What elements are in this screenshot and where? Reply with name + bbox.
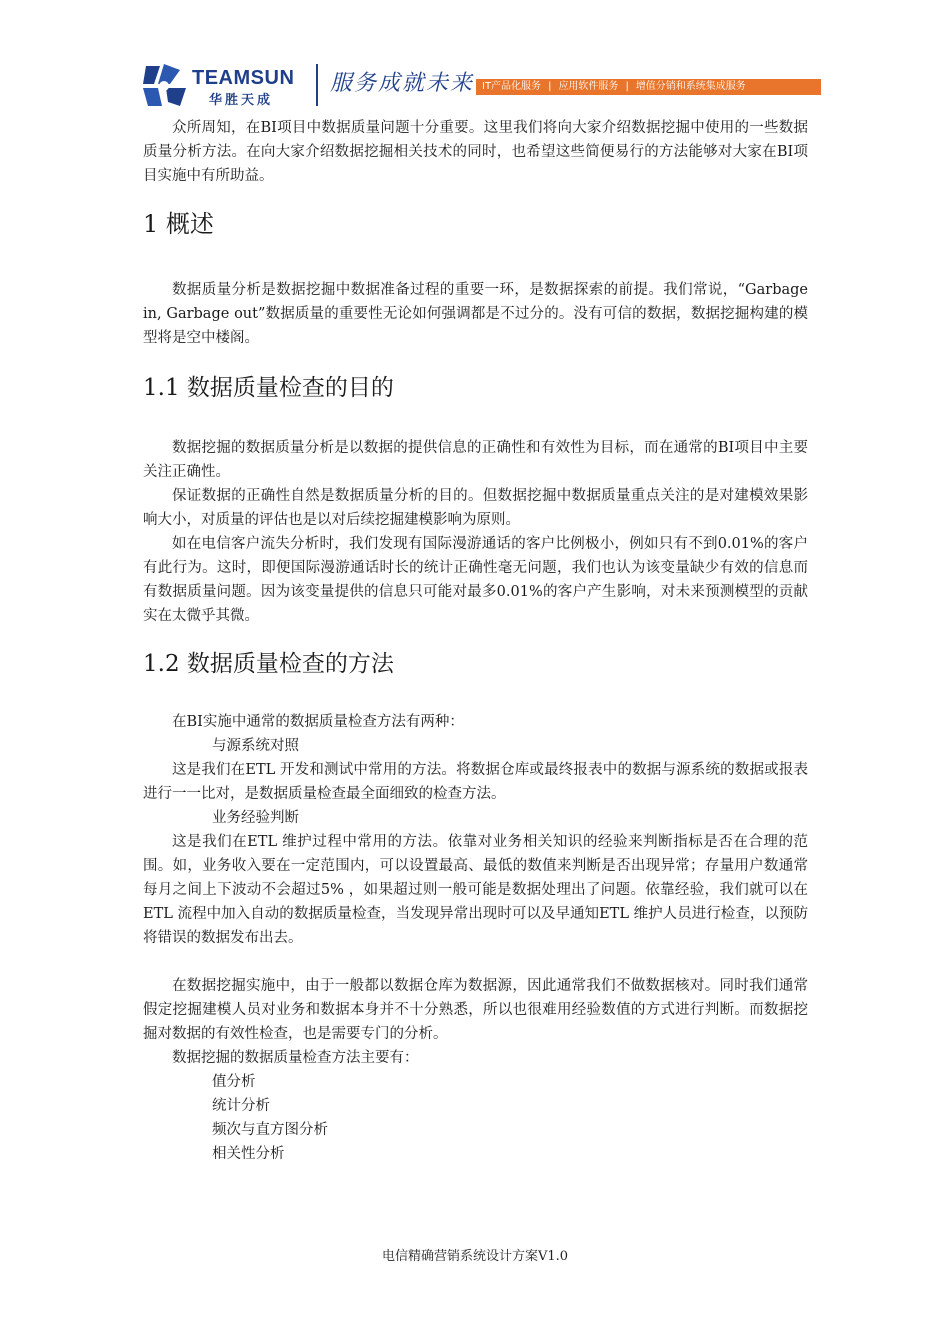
header-divider <box>316 64 318 106</box>
purpose-paragraph: 保证数据的正确性自然是数据质量分析的目的。但数据挖掘中数据质量重点关注的是对建模效果影响大小，对质量的评估也是以对后续挖掘建模影响为原则。 <box>143 488 808 528</box>
document-body <box>143 116 808 1166</box>
service-separator: | <box>548 81 552 92</box>
method-title: 与源系统对照 <box>212 738 299 754</box>
brand-name-cn: 华胜天成 <box>209 93 274 108</box>
mining-method-item: 统计分析 <box>212 1098 270 1114</box>
methods-intro: 在BI实施中通常的数据质量检查方法有两种： <box>172 714 464 730</box>
mining-method-item: 相关性分析 <box>212 1146 285 1162</box>
slogan: 服务成就未来 <box>330 71 475 96</box>
mining-method-item: 值分析 <box>212 1074 256 1090</box>
section-heading-methods: 1.2 数据质量检查的方法 <box>143 651 394 677</box>
purpose-paragraph: 如在电信客户流失分析时，我们发现有国际漫游通话的客户比例极小，例如只有不到0.01%的客户有此行为。这时，即便国际漫游通话时长的统计正确性毫无问题，我们也认为该变量缺少有效的信息而有数据质量问题。因为该变量提供的信息只可能对最多0.01%的客户产生影响，对未来预测模型的贡献实在太微乎其微。 <box>143 536 808 624</box>
service-item: 应用软件服务 <box>558 81 619 92</box>
purpose-paragraph: 数据挖掘的数据质量分析是以数据的提供信息的正确性和有效性为目标，而在通常的BI项目中主要关注正确性。 <box>143 440 808 480</box>
service-item: 增值分销和系统集成服务 <box>635 81 746 92</box>
method-title: 业务经验判断 <box>212 810 299 826</box>
service-item: IT产品化服务 <box>482 81 542 92</box>
page-footer: 电信精确营销系统设计方案V1.0 <box>381 1249 569 1264</box>
service-bar <box>476 79 821 95</box>
intro-paragraph: 众所周知，在BI项目中数据质量问题十分重要。这里我们将向大家介绍数据挖掘中使用的一些数据质量分析方法。在向大家介绍数据挖掘相关技术的同时，也希望这些简便易行的方法能够对大家在BI项目实施中有所助益。 <box>143 120 808 184</box>
overview-paragraph: 数据质量分析是数据挖掘中数据准备过程的重要一环，是数据探索的前提。我们常说，“Garbage in, Garbage out”数据质量的重要性无论如何强调都是不过分的。没有可信的数据，数据挖掘构建的模型将是空中楼阁。 <box>143 282 808 346</box>
brand-name-en: TEAMSUN <box>192 67 295 89</box>
section-heading-purpose: 1.1 数据质量检查的目的 <box>143 375 394 401</box>
page-header <box>0 0 950 118</box>
method-description: 这是我们在ETL 维护过程中常用的方法。依靠对业务相关知识的经验来判断指标是否在合理的范围。如，业务收入要在一定范围内，可以设置最高、最低的数值来判断是否出现异常；存量用户数通常每月之间上下波动不会超过5% ，如果超过则一般可能是数据处理出了问题。依靠经验，我们就可以在ETL 流程中加入自动的数据质量检查，当发现异常出现时可以及早通知ETL 维护人员进行检查，以预防将错误的数据发布出去。 <box>143 834 808 946</box>
method-description: 这是我们在ETL 开发和测试中常用的方法。将数据仓库或最终报表中的数据与源系统的数据或报表进行一一比对，是数据质量检查最全面细致的检查方法。 <box>143 762 808 802</box>
section-heading-overview: 1 概述 <box>143 210 214 238</box>
mining-paragraph: 在数据挖掘实施中，由于一般都以数据仓库为数据源，因此通常我们不做数据核对。同时我们通常假定挖掘建模人员对业务和数据本身并不十分熟悉，所以也很难用经验数值的方式进行判断。而数据挖掘对数据的有效性检查，也是需要专门的分析。 <box>143 978 808 1042</box>
mining-method-item: 频次与直方图分析 <box>212 1122 328 1138</box>
service-separator: | <box>625 81 629 92</box>
teamsun-logo-icon <box>140 62 190 110</box>
mining-methods-intro: 数据挖掘的数据质量检查方法主要有： <box>172 1050 419 1066</box>
